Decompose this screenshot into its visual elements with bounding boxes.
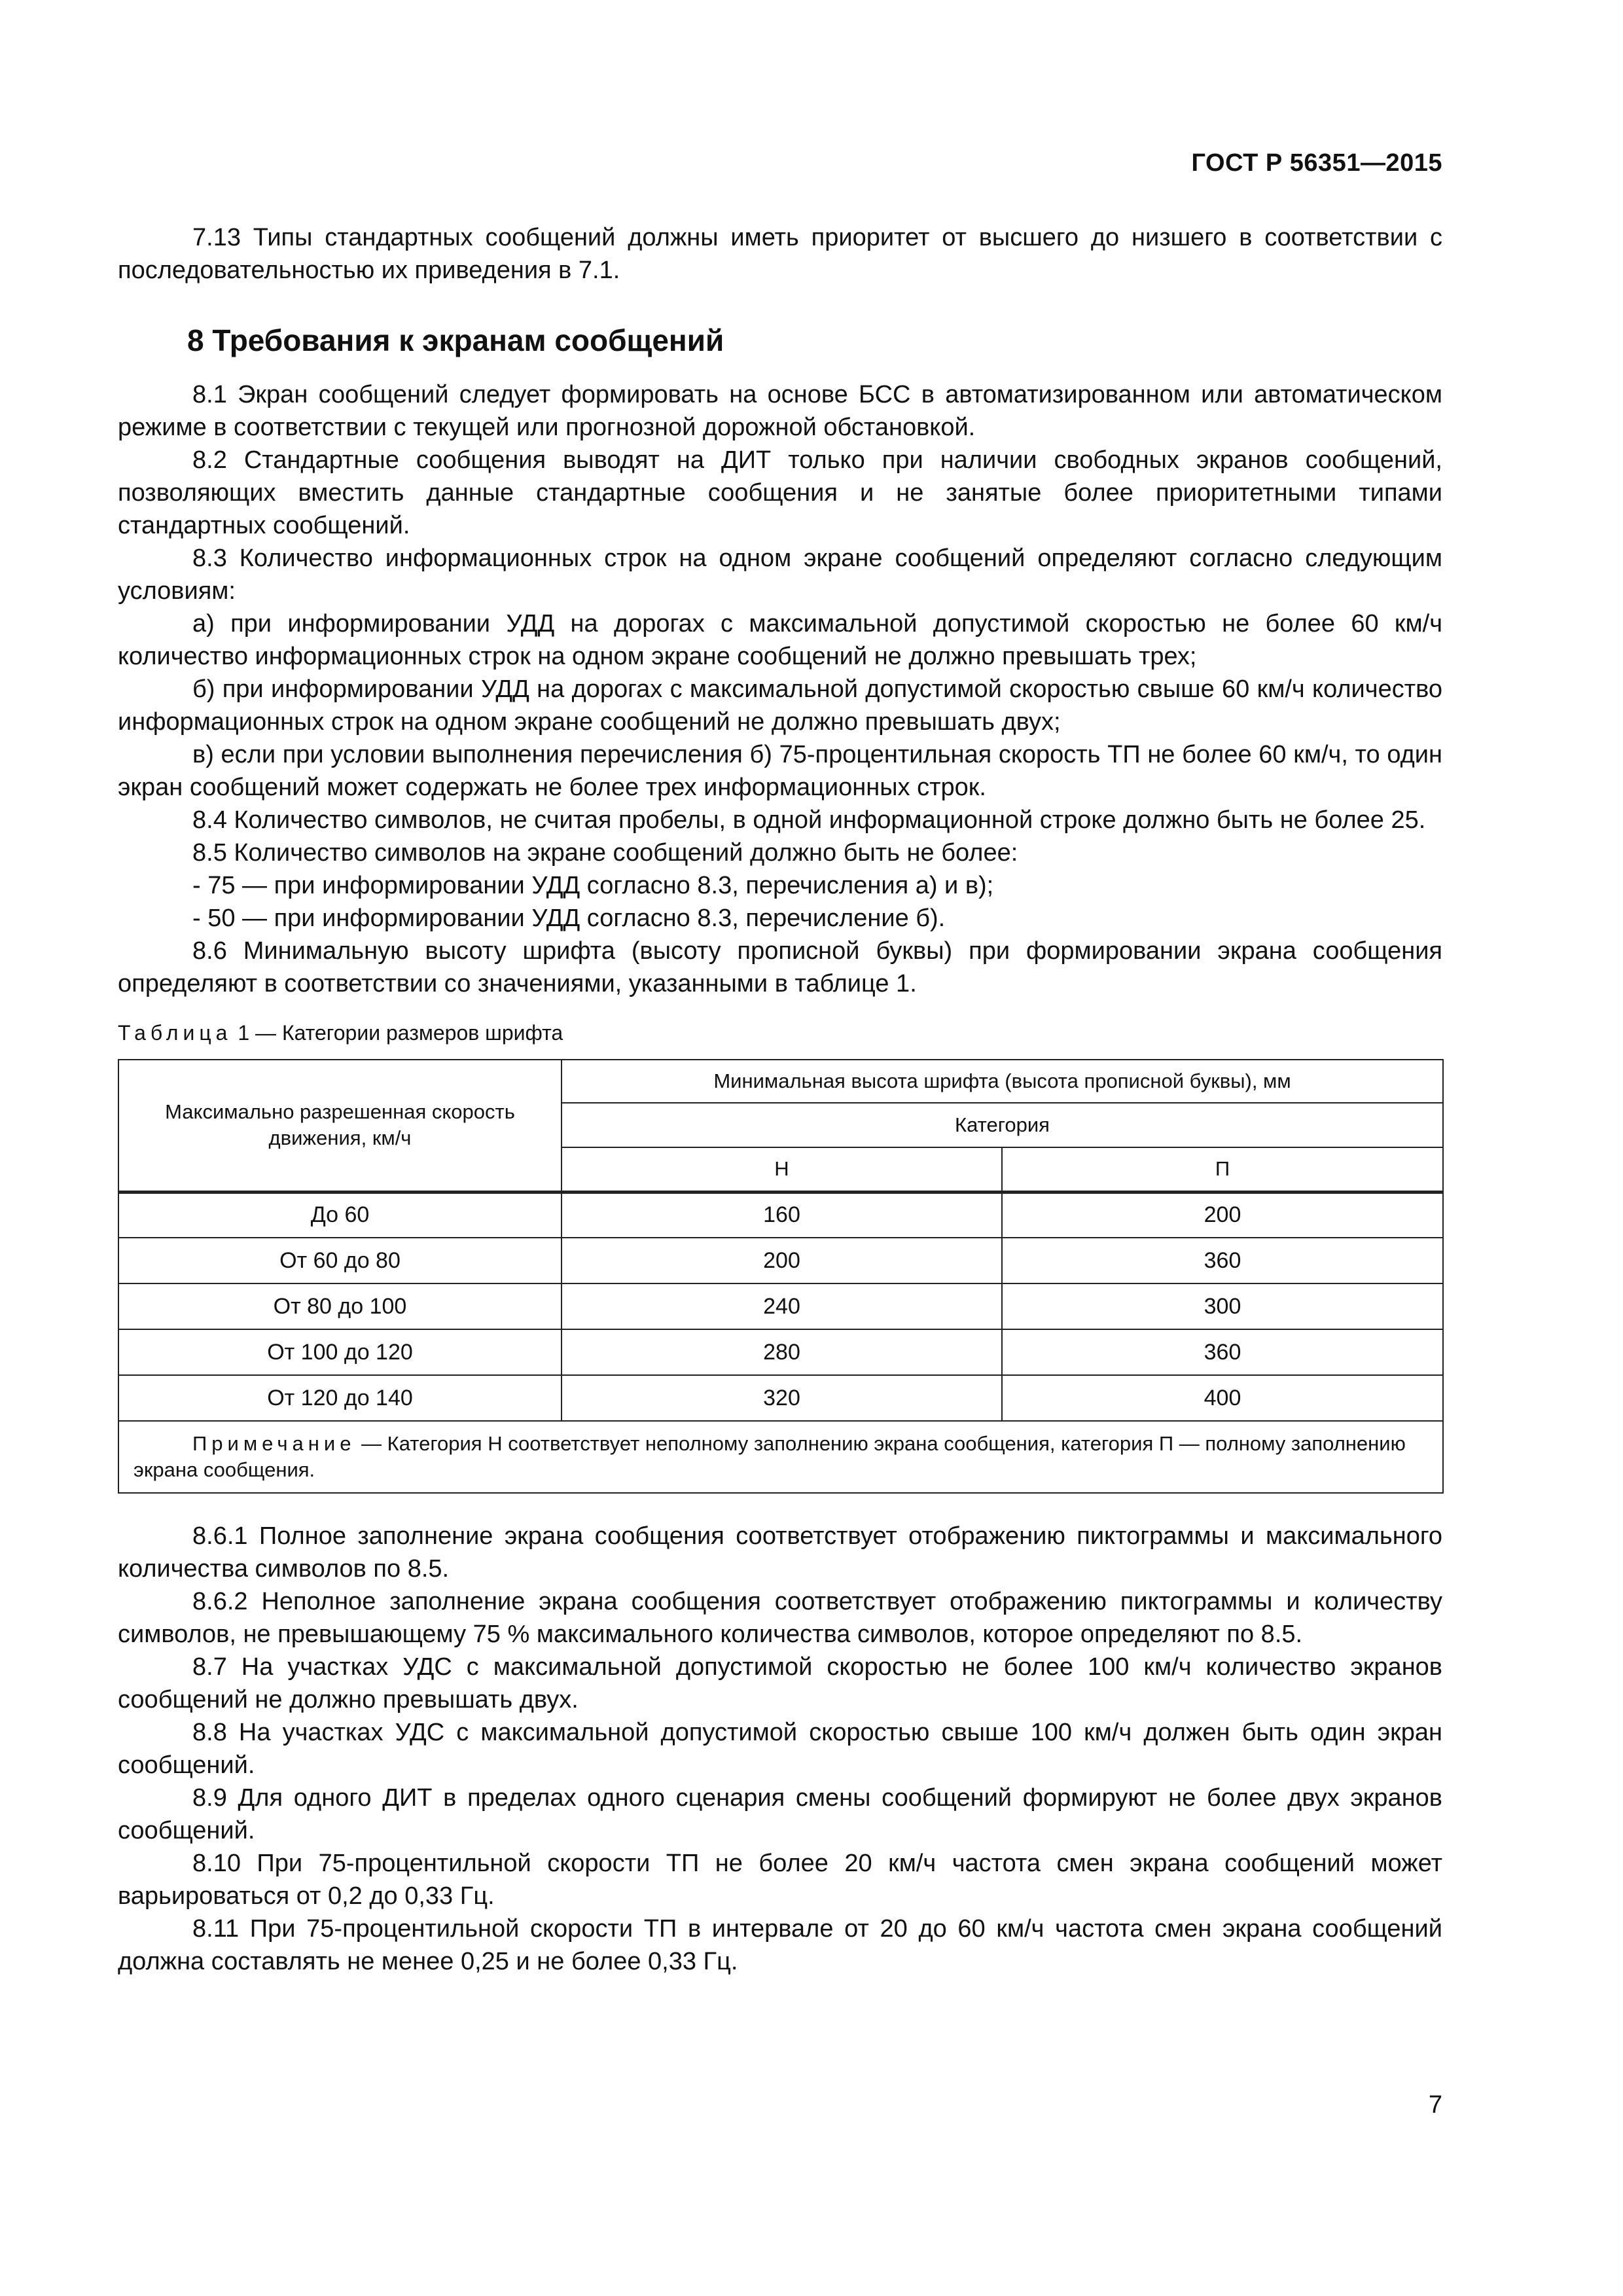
- paragraph-8-6-1: 8.6.1 Полное заполнение экрана сообщения соответствует отображению пиктограммы и максимального количества символов по 8.5.: [118, 1522, 1442, 1583]
- paragraph-8-4: 8.4 Количество символов, не считая пробелы, в одной информационной строке должно быть не более 25.: [192, 806, 1426, 834]
- paragraph-8-7: 8.7 На участках УДС с максимальной допустимой скоростью не более 100 км/ч количество экранов сообщений не должно превышать двух.: [118, 1653, 1442, 1713]
- paragraph-8-3-v: в) если при условии выполнения перечисления б) 75-процентильная скорость ТП не более 60 км/ч, то один экран сообщений может содержать не более трех информационных строк.: [118, 741, 1442, 801]
- category-p-value: 200: [1002, 1192, 1443, 1238]
- table-caption: [118, 1018, 1442, 1047]
- header-category-cell: Категория: [562, 1103, 1443, 1147]
- paragraph-8-3-b: б) при информировании УДД на дорогах с максимальной допустимой скоростью свыше 60 км/ч количество информационных строк на одном экране сообщений не должно превышать двух;: [118, 675, 1442, 736]
- category-p-value: 360: [1002, 1329, 1443, 1375]
- table-row: [118, 1329, 1443, 1375]
- table-header-row: [118, 1060, 1443, 1103]
- table-note-row: [118, 1421, 1443, 1493]
- paragraph-8-9: 8.9 Для одного ДИТ в пределах одного сценария смены сообщений формируют не более двух экранов сообщений.: [118, 1784, 1442, 1844]
- document-body: [118, 221, 1442, 1978]
- header-speed-cell: Максимально разрешенная скорость движения, км/ч: [118, 1060, 562, 1192]
- paragraph-8-8: 8.8 На участках УДС с максимальной допустимой скоростью свыше 100 км/ч должен быть один экран сообщений.: [118, 1719, 1442, 1779]
- table-caption-label: Таблица: [118, 1021, 232, 1045]
- document-code-header: ГОСТ Р 56351—2015: [1191, 149, 1442, 177]
- table-row: [118, 1375, 1443, 1421]
- paragraph-8-3: 8.3 Количество информационных строк на одном экране сообщений определяют согласно следующим условиям:: [118, 545, 1442, 605]
- table-row: [118, 1283, 1443, 1329]
- speed-cell: От 120 до 140: [118, 1375, 562, 1421]
- paragraph-8-11: 8.11 При 75-процентильной скорости ТП в интервале от 20 до 60 км/ч частота смен экрана сообщений должна составлять не менее 0,25 и не более 0,33 Гц.: [118, 1915, 1442, 1975]
- header-category-p-cell: П: [1002, 1147, 1443, 1192]
- category-p-value: 400: [1002, 1375, 1443, 1421]
- paragraph-8-1: 8.1 Экран сообщений следует формировать на основе БСС в автоматизированном или автоматическом режиме в соответствии с текущей или прогнозной дорожной обстановкой.: [118, 381, 1442, 441]
- speed-cell: От 100 до 120: [118, 1329, 562, 1375]
- speed-cell: От 80 до 100: [118, 1283, 562, 1329]
- category-n-value: 240: [562, 1283, 1002, 1329]
- category-n-value: 280: [562, 1329, 1002, 1375]
- section-title-8: 8 Требования к экранам сообщений: [187, 323, 724, 357]
- note-label: Примечание: [192, 1432, 356, 1455]
- paragraph-8-5-item-75: - 75 — при информировании УДД согласно 8.3, перечисления а) и в);: [192, 872, 994, 899]
- category-n-value: 200: [562, 1238, 1002, 1283]
- note-text: — Категория Н соответствует неполному заполнению экрана сообщения, категория П — полному заполнению экрана сообщения.: [134, 1432, 1406, 1481]
- paragraph-8-5-item-50: - 50 — при информировании УДД согласно 8.3, перечисление б).: [192, 905, 946, 932]
- category-p-value: 360: [1002, 1238, 1443, 1283]
- speed-cell: До 60: [118, 1192, 562, 1238]
- paragraph-8-10: 8.10 При 75-процентильной скорости ТП не более 20 км/ч частота смен экрана сообщений может варьироваться от 0,2 до 0,33 Гц.: [118, 1850, 1442, 1910]
- table-row: [118, 1238, 1443, 1283]
- page-number: 7: [1428, 2091, 1442, 2119]
- category-n-value: 320: [562, 1375, 1002, 1421]
- paragraphs-after-table: [118, 1520, 1442, 1978]
- paragraph-8-5: 8.5 Количество символов на экране сообщений должно быть не более:: [192, 839, 1018, 867]
- paragraph-8-6-2: 8.6.2 Неполное заполнение экрана сообщения соответствует отображению пиктограммы и количеству символов, не превышающему 75 % максимального количества символов, которое определяют по 8.5.: [118, 1588, 1442, 1648]
- header-min-height-cell: Минимальная высота шрифта (высота прописной буквы), мм: [562, 1060, 1443, 1103]
- speed-cell: От 60 до 80: [118, 1238, 562, 1283]
- document-page: [118, 0, 1442, 2296]
- table-caption-text: 1 — Категории размеров шрифта: [232, 1021, 563, 1045]
- paragraph-8-3-a: а) при информировании УДД на дорогах с максимальной допустимой скоростью не более 60 км/ч количество информационных строк на одном экране сообщений не должно превышать трех;: [118, 610, 1442, 670]
- category-p-value: 300: [1002, 1283, 1443, 1329]
- category-n-value: 160: [562, 1192, 1002, 1238]
- paragraph-8-6: 8.6 Минимальную высоту шрифта (высоту прописной буквы) при формировании экрана сообщения определяют в соответствии со значениями, указанными в таблице 1.: [118, 937, 1442, 997]
- table-note-cell: [118, 1421, 1443, 1493]
- paragraph-7-13: 7.13 Типы стандартных сообщений должны иметь приоритет от высшего до низшего в соответствии с последовательностью их приведения в 7.1.: [118, 224, 1442, 284]
- table-row: [118, 1192, 1443, 1238]
- paragraph-8-2: 8.2 Стандартные сообщения выводят на ДИТ только при наличии свободных экранов сообщений, позволяющих вместить данные стандартные сообщения и не занятые более приоритетными типами стандартных сообщений.: [118, 446, 1442, 539]
- font-size-categories-table: [118, 1059, 1444, 1494]
- header-category-n-cell: Н: [562, 1147, 1002, 1192]
